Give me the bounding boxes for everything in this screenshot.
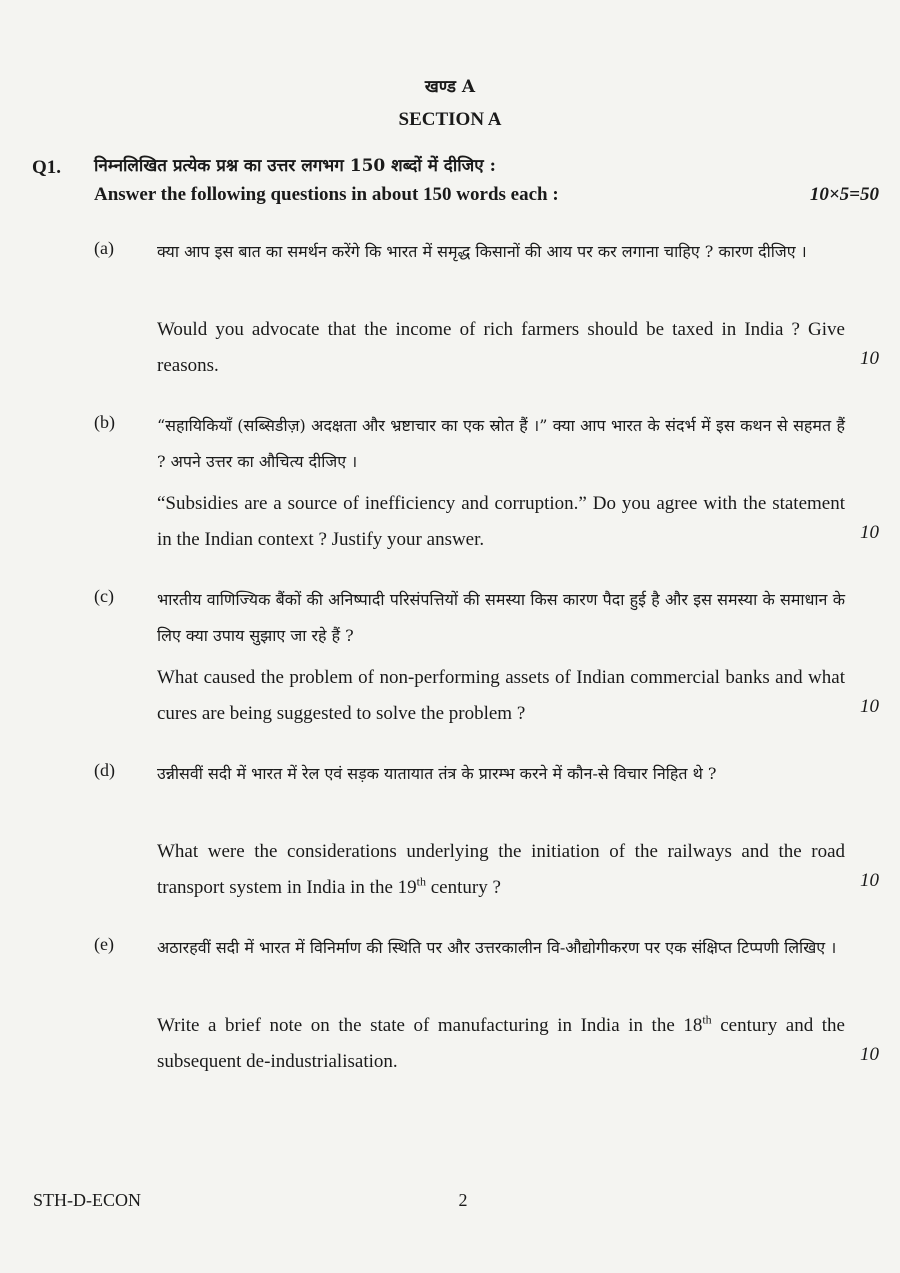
part-label: (a) [94,238,114,258]
part-text-hindi: भारतीय वाणिज्यिक बैंकों की अनिष्पादी परिसंपत्तियों की समस्या किस कारण पैदा हुई है और इस समस्या के समाधान के लिए क्या उपाय सुझाए जा रहे हैं ? [157,590,845,645]
part-text-english-main: Write a brief note on the state of manufacturing in India in the 18 [157,1015,703,1036]
part-text-english: What caused the problem of non-performing assets of Indian commercial banks and what cures are being suggested to solve the problem ? [157,667,845,724]
part-text-english: Would you advocate that the income of rich farmers should be taxed in India ? Give reasons. [157,319,845,376]
part-text-hindi: अठारहवीं सदी में भारत में विनिर्माण की स्थिति पर और उत्तरकालीन वि-औद्योगीकरण पर एक संक्षिप्त टिप्पणी लिखिए । [157,938,837,957]
part-label: (e) [94,934,114,954]
part-label: (c) [94,586,114,606]
part-marks: 10 [860,348,879,369]
part-text-hindi: “सहायिकियाँ (सब्सिडीज़) अदक्षता और भ्रष्टाचार का एक स्रोत हैं ।” क्या आप भारत के संदर्भ में इस कथन से सहमत हैं ? अपने उत्तर का औचित्य दीजिए । [157,416,845,471]
part-text-english-end: century and the subsequent de-industrialisation. [157,1015,845,1072]
part-text-hindi: उन्नीसवीं सदी में भारत में रेल एवं सड़क यातायात तंत्र के प्रारम्भ करने में कौन-से विचार निहित थे ? [157,764,717,783]
part-marks: 10 [860,870,879,891]
page-number: 2 [458,1190,468,1210]
part-label: (d) [94,760,115,780]
instruction-hindi: निम्नलिखित प्रत्येक प्रश्न का उत्तर लगभग 150 शब्दों में दीजिए : [94,156,496,176]
section-title: SECTION A [398,109,502,130]
part-text-english [157,1008,845,1080]
total-marks: 10×5=50 [809,184,879,205]
part-marks: 10 [860,1044,879,1065]
part-marks: 10 [860,522,879,543]
ordinal-suffix: th [416,874,426,889]
part-text-english-end: century ? [425,877,501,898]
part-text-hindi: क्या आप इस बात का समर्थन करेंगे कि भारत में समृद्ध किसानों की आय पर कर लगाना चाहिए ? कारण दीजिए । [157,242,807,261]
ordinal-suffix: th [702,1012,712,1027]
part-marks: 10 [860,696,879,717]
instruction-english: Answer the following questions in about 150 words each : [94,184,559,205]
part-text-english: “Subsidies are a source of inefficiency and corruption.” Do you agree with the statement in the Indian context ? Justify your answer. [157,493,845,550]
question-number: Q1. [32,157,62,178]
part-text-english [157,834,845,906]
paper-code: STH-D-ECON [33,1190,141,1210]
part-text-english-main: What were the considerations underlying the initiation of the railways and the road transport system in India in the 19 [157,841,845,898]
part-label: (b) [94,412,115,432]
section-title-hindi: खण्ड A [424,77,476,97]
